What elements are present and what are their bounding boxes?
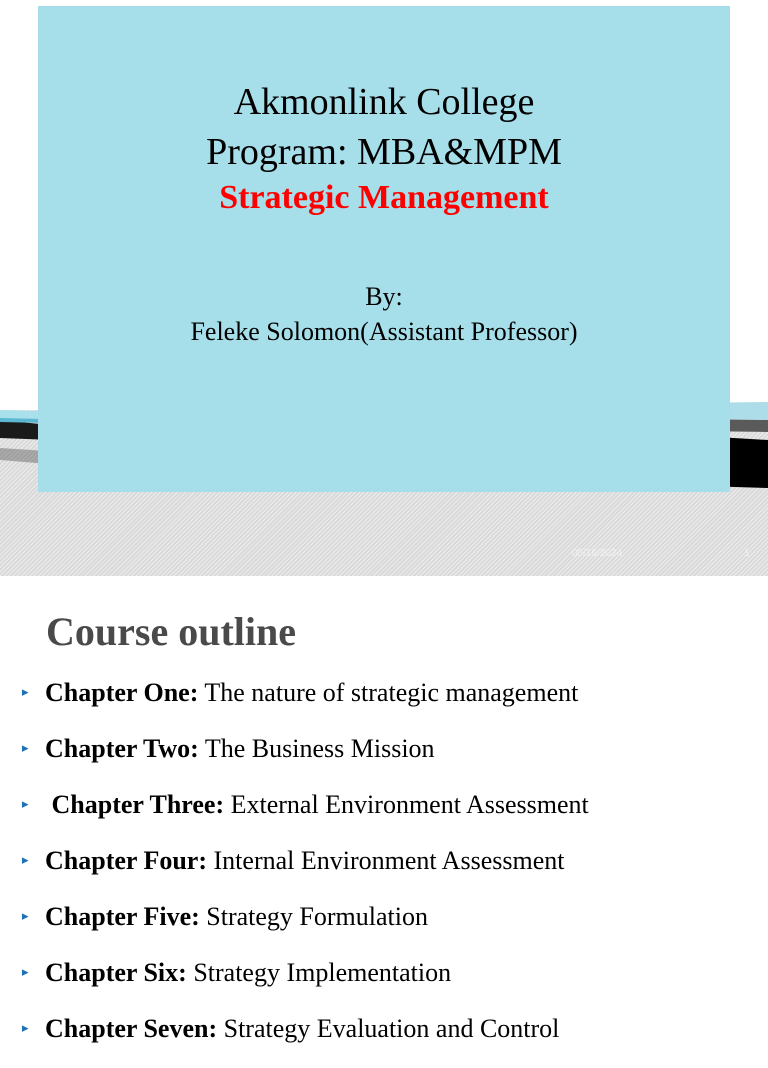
footer-date: 05/16/2024	[572, 548, 623, 559]
chapter-item	[0, 900, 589, 956]
chapter-label: Chapter Four:	[45, 846, 208, 875]
chapter-text: Strategy Evaluation and Control	[217, 1014, 560, 1043]
chapter-text: External Environment Assessment	[224, 790, 589, 819]
triangle-right-icon: ▸	[22, 965, 29, 980]
triangle-right-icon: ▸	[22, 1021, 29, 1036]
chapter-label: Chapter Seven:	[45, 1014, 218, 1043]
triangle-right-icon: ▸	[22, 797, 29, 812]
chapter-text: The nature of strategic management	[198, 678, 579, 707]
triangle-right-icon: ▸	[22, 909, 29, 924]
chapter-item	[0, 1012, 589, 1068]
chapter-text: The Business Mission	[198, 734, 435, 763]
chapter-item	[0, 788, 589, 844]
title-box	[38, 6, 730, 492]
chapter-item	[0, 844, 589, 900]
chapter-label: Chapter Six:	[45, 958, 187, 987]
triangle-right-icon: ▸	[22, 741, 29, 756]
author-name: Feleke Solomon(Assistant Professor)	[190, 317, 578, 346]
chapter-item	[0, 956, 589, 1012]
chapter-label: Chapter Two:	[45, 734, 199, 763]
chapter-text: Strategy Formulation	[199, 902, 428, 931]
chapter-text: Internal Environment Assessment	[207, 846, 565, 875]
by-label: By:	[365, 282, 403, 311]
chapter-label: Chapter One:	[45, 678, 199, 707]
triangle-right-icon: ▸	[22, 853, 29, 868]
course-outline-slide	[0, 576, 768, 1043]
triangle-right-icon: ▸	[22, 685, 29, 700]
program-name: Program: MBA&MPM	[206, 131, 562, 173]
footer-page-number: 1	[744, 548, 750, 559]
outline-title: Course outline	[46, 609, 296, 654]
chapter-label: Chapter Three:	[45, 790, 225, 819]
chapter-item	[0, 676, 589, 732]
college-name: Akmonlink College	[233, 81, 535, 123]
chapter-text: Strategy Implementation	[186, 958, 452, 987]
chapter-list	[0, 676, 589, 1068]
chapter-label: Chapter Five:	[45, 902, 200, 931]
course-name: Strategic Management	[219, 179, 549, 216]
chapter-item	[0, 732, 589, 788]
